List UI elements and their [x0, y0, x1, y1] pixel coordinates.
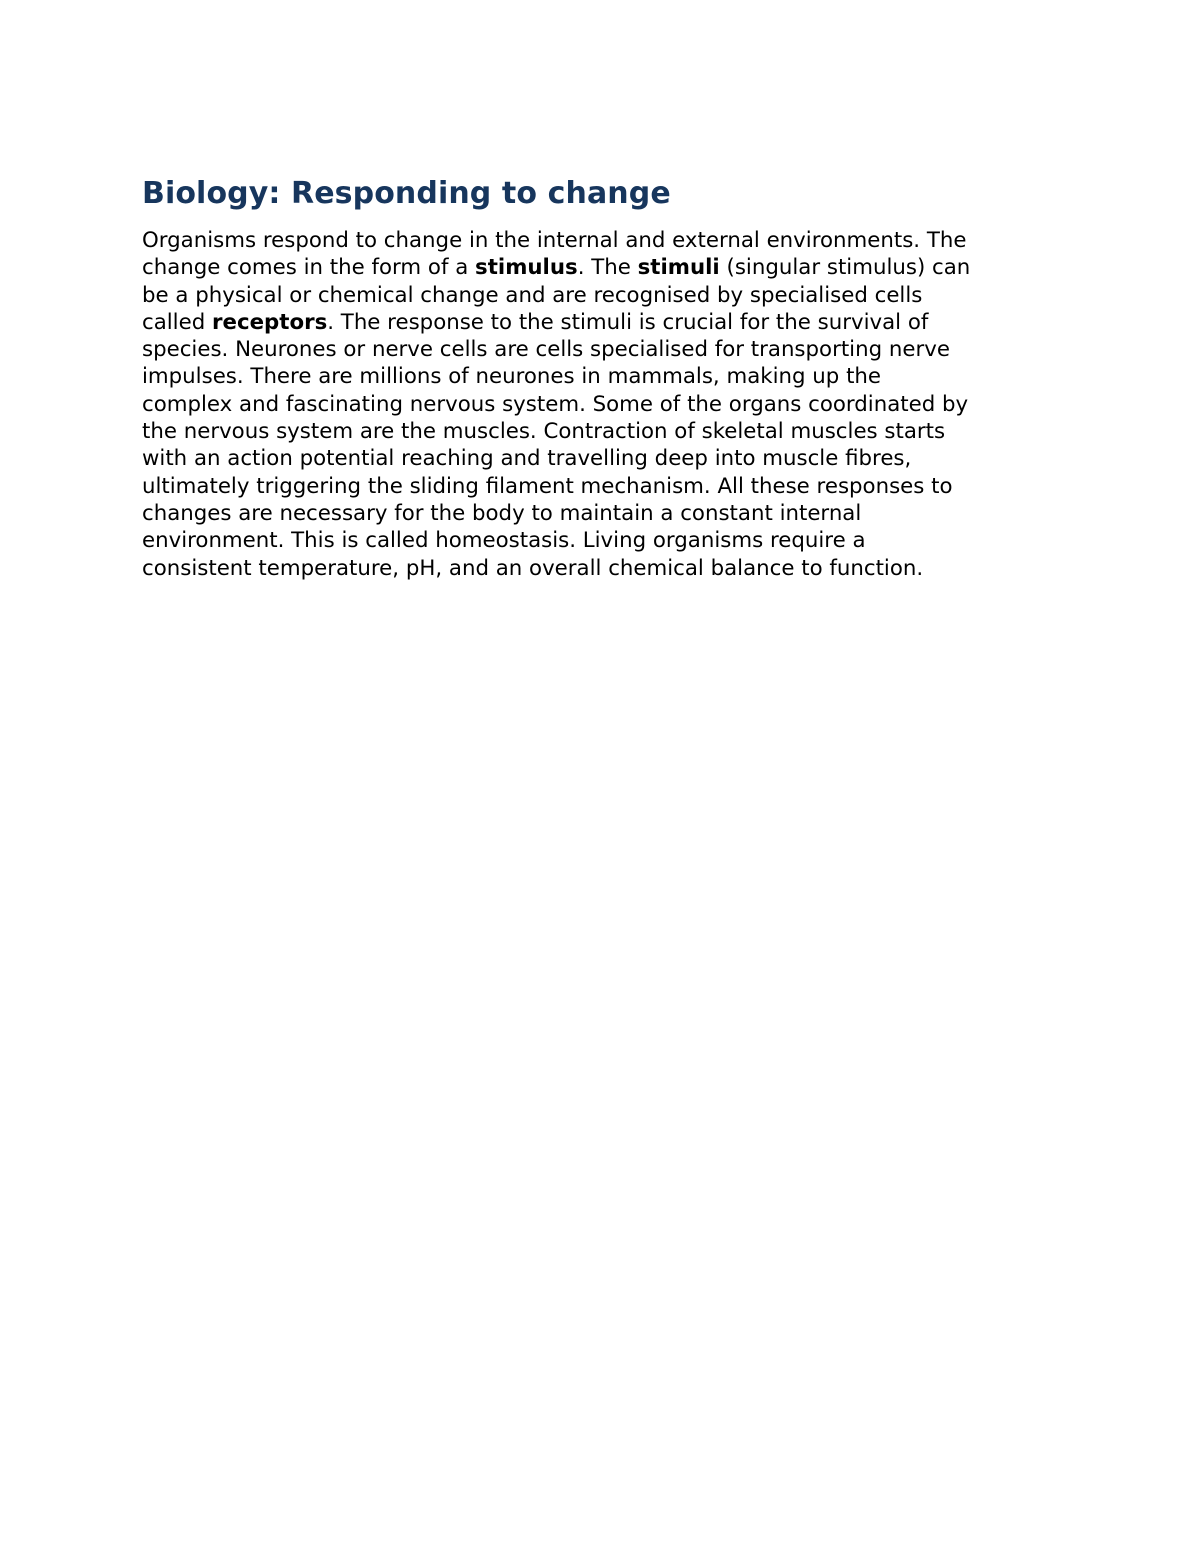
text-run: change comes in the form of a — [142, 255, 476, 281]
paragraph-line — [142, 473, 1072, 500]
document-title: Biology: Responding to change — [142, 176, 671, 211]
paragraph-line — [142, 391, 1072, 418]
text-run: be a physical or chemical change and are recognised by specialised cells — [142, 282, 923, 308]
text-run: . The response to the stimuli is crucial for the survival of — [327, 309, 929, 335]
text-run: (singular stimulus) can — [719, 255, 971, 281]
paragraph-line — [142, 555, 1072, 582]
paragraph-line — [142, 363, 1072, 390]
paragraph-line — [142, 254, 1072, 281]
text-run: consistent temperature, pH, and an overall chemical balance to function. — [142, 555, 924, 581]
text-run: changes are necessary for the body to maintain a constant internal — [142, 500, 862, 526]
text-run: . The — [577, 255, 638, 281]
text-run: with an action potential reaching and travelling deep into muscle fibres, — [142, 446, 912, 472]
bold-term: stimulus — [475, 255, 578, 281]
paragraph-line — [142, 336, 1072, 363]
paragraph-line — [142, 445, 1072, 472]
paragraph-line — [142, 227, 1072, 254]
paragraph-line — [142, 527, 1072, 554]
paragraph-line — [142, 500, 1072, 527]
text-run: ultimately triggering the sliding filament mechanism. All these responses to — [142, 473, 953, 499]
paragraph-line — [142, 418, 1072, 445]
text-run: impulses. There are millions of neurones in mammals, making up the — [142, 364, 882, 390]
text-run: environment. This is called homeostasis. Living organisms require a — [142, 528, 866, 554]
text-run: the nervous system are the muscles. Contraction of skeletal muscles starts — [142, 419, 946, 445]
paragraph-line — [142, 309, 1072, 336]
text-run: Organisms respond to change in the internal and external environments. The — [142, 228, 967, 253]
text-run: species. Neurones or nerve cells are cells specialised for transporting nerve — [142, 337, 950, 363]
text-run: called — [142, 309, 212, 335]
bold-term: stimuli — [637, 255, 720, 281]
paragraph-line — [142, 282, 1072, 309]
bold-term: receptors — [212, 309, 328, 335]
text-run: complex and fascinating nervous system. Some of the organs coordinated by — [142, 391, 969, 417]
document-content — [142, 172, 1072, 582]
body-paragraph — [142, 227, 1072, 582]
